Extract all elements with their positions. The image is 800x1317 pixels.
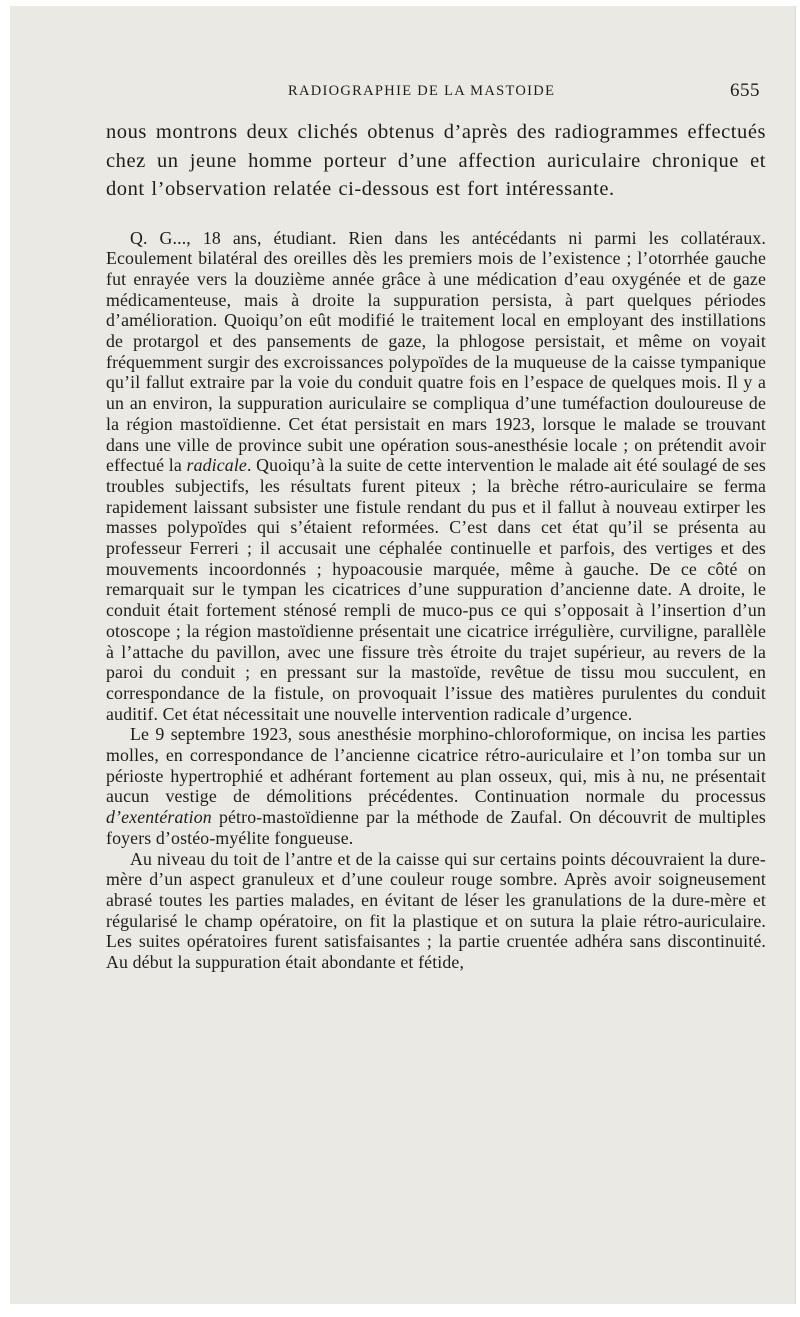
intro-paragraph: nous montrons deux clichés obtenus d’après des radiogrammes effectués chez un jeune homme porteur d’une affection auriculaire chronique et dont l’observation relatée ci-dessous est fort intéressante. bbox=[106, 121, 766, 200]
observation-paragraph-3: Au niveau du toit de l’antre et de la caisse qui sur certains points découvraient la dure-mère d’un aspect granuleux et d’une couleur rouge sombre. Après avoir soigneusement abrasé toutes les parties malades, en évitant de léser les granulations de la dure-mère et régularisé le champ opératoire, on fit la plastique et on sutura la plaie rétro-auriculaire. Les suites opératoires furent satisfaisantes ; la partie cruentée adhéra sans discontinuité. Au début la suppuration était abondante et fétide, bbox=[106, 848, 766, 973]
book-page bbox=[10, 6, 796, 1304]
page-number: 655 bbox=[730, 80, 760, 101]
observation-paragraph-1-text-a: Q. G..., 18 ans, étudiant. Rien dans les antécédants ni parmi les collatéraux. Ecoulement bilatéral des oreilles dès les premiers mois de l’existence ; l’otorrhée gauche fut enrayée vers la douzième année grâce à une médication d’eau oxygénée et de gaze médicamenteuse, mais à droite la suppuration persista, à part quelques périodes d’amélioration. Quoiqu’on eût modifié le traitement local en employant des instillations de protargol et des pansements de gaze, la phlogose persistait, et même on voyait fréquemment surgir des excroissances polypoïdes de la muqueuse de la caisse tympanique qu’il fallut extraire par la voie du conduit quatre fois en l’espace de quelques mois. Il y a un an environ, la suppuration auriculaire se compliqua d’une tuméfaction douloureuse de la région mastoïdienne. Cet état persistait en mars 1923, lorsque le malade se trouvant dans une ville de province subit une opération sous-anesthésie locale ; on prétendit avoir effectué la bbox=[106, 227, 766, 476]
emphasis-exenteration: d’exentération bbox=[106, 807, 212, 828]
observation bbox=[106, 228, 766, 973]
emphasis-radicale: radicale bbox=[186, 455, 247, 476]
observation-paragraph-1 bbox=[106, 228, 766, 725]
observation-paragraph-2-text-b: pétro-mastoïdienne par la méthode de Zaufal. On découvrit de multiples foyers d’ostéo-myélite fongueuse. bbox=[106, 807, 766, 848]
page-header bbox=[10, 80, 796, 104]
observation-paragraph-2 bbox=[106, 724, 766, 848]
observation-paragraph-1-text-b: . Quoiqu’à la suite de cette intervention le malade ait été soulagé de ses troubles subjectifs, les résultats furent piteux ; la brèche rétro-auriculaire se ferma rapidement laissant subsister une fistule rendant du pus et il fallut à nouveau extirper les masses polypoïdes qui s’étaient reformées. C’est dans cet état qu’il se présenta au professeur Ferreri ; il accusait une céphalée continuelle et parfois, des vertiges et des mouvements incoordonnés ; hypoacousie marquée, même à gauche. De ce côté on remarquait sur le tympan les cicatrices d’une suppuration d’ancienne date. A droite, le conduit était fortement sténosé rempli de muco-pus ce qui s’opposait à l’insertion d’un otoscope ; la région mastoïdienne présentait une cicatrice irrégulière, curviligne, parallèle à l’attache du pavillon, avec une fissure très étroite du trajet supérieur, au revers de la paroi du conduit ; en pressant sur la mastoïde, revêtue de tissu mou succulent, en correspondance de la fistule, on provoquait l’issue des matières purulentes du conduit auditif. Cet état nécessitait une nouvelle intervention radicale d’urgence. bbox=[106, 455, 766, 724]
running-title: RADIOGRAPHIE DE LA MASTOIDE bbox=[288, 83, 556, 99]
body-text bbox=[106, 118, 766, 973]
observation-paragraph-2-text-a: Le 9 septembre 1923, sous anesthésie morphino-chloroformique, on incisa les parties molles, en correspondance de l’ancienne cicatrice rétro-auriculaire et l’on tomba sur un périoste hypertrophié et adhérant fortement au plan osseux, qui, mis à nu, ne présentait aucun vestige de démolitions précédentes. Continuation normale du processus bbox=[106, 724, 766, 807]
